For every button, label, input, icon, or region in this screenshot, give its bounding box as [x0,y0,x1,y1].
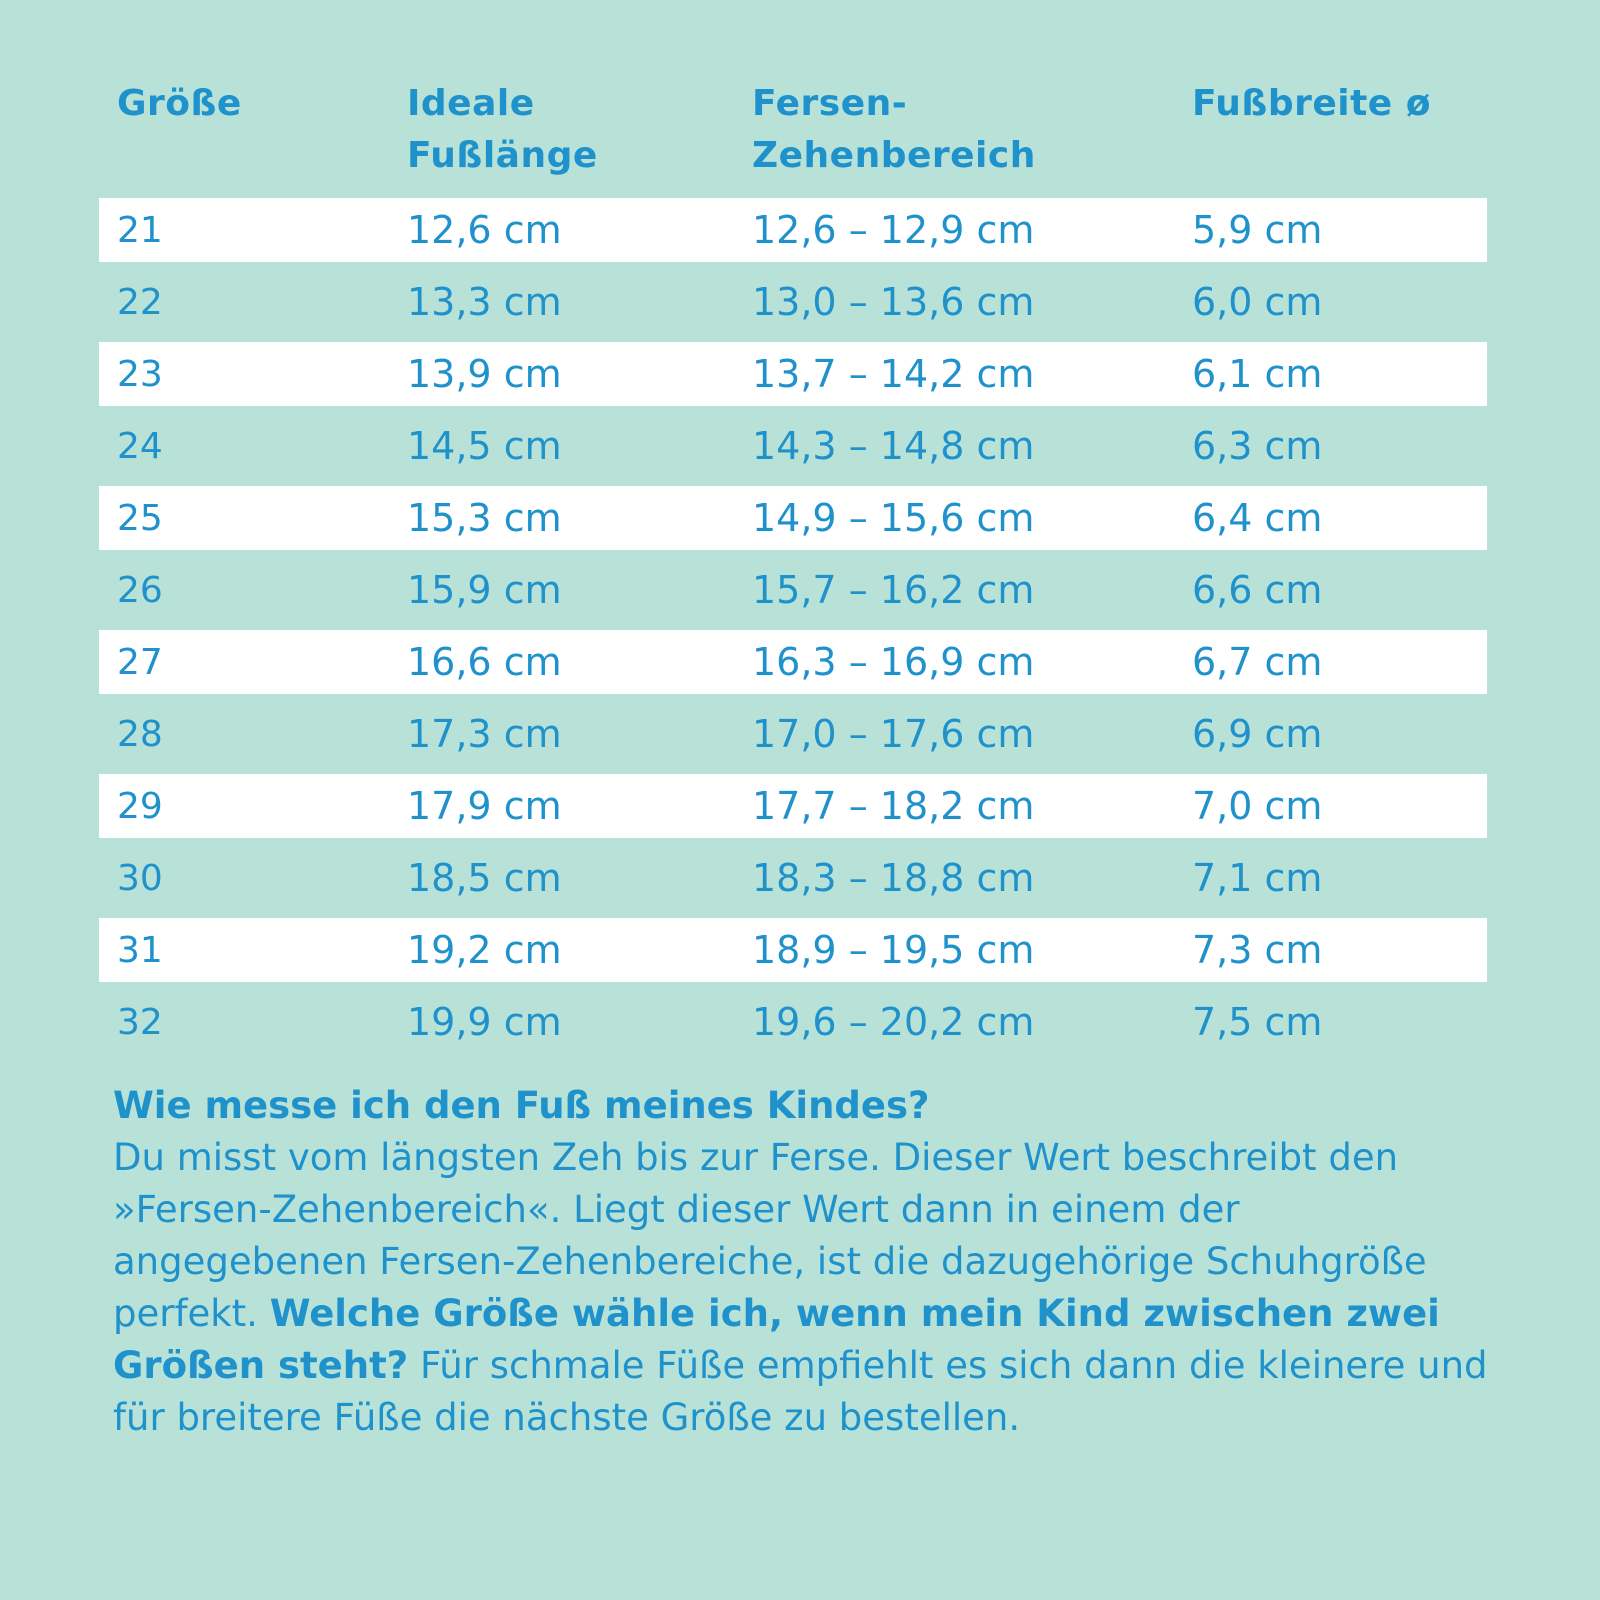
cell-heel-toe-range: 13,0 – 13,6 cm [752,280,1035,324]
cell-foot-width: 6,4 cm [1174,486,1487,550]
header-size: Größe [117,83,242,124]
cell-heel-toe-range: 15,7 – 16,2 cm [752,568,1035,612]
question-between-sizes: Welche Größe wähle ich, wenn mein Kind zwischen zwei Größen steht? [113,1292,1440,1387]
cell-ideal-length: 13,3 cm [407,280,562,324]
header-heel-toe-range: Fersen- Zehenbereich [752,83,1036,176]
cell-ideal-length: 17,9 cm [389,774,734,838]
cell-foot-width: 6,0 cm [1192,280,1323,324]
question-how-to-measure: Wie messe ich den Fuß meines Kindes? [113,1084,930,1127]
cell-heel-toe-range: 12,6 – 12,9 cm [734,198,1174,262]
header-ideal-foot-length: Ideale Fußlänge [407,83,598,176]
cell-ideal-length: 16,6 cm [389,630,734,694]
cell-foot-width: 7,5 cm [1192,1000,1323,1044]
cell-foot-width: 6,9 cm [1192,712,1323,756]
cell-size: 25 [99,486,389,550]
cell-size: 32 [117,1001,163,1043]
cell-foot-width: 5,9 cm [1174,198,1487,262]
cell-size: 31 [99,918,389,982]
cell-foot-width: 6,1 cm [1174,342,1487,406]
cell-size: 26 [117,569,163,611]
cell-ideal-length: 18,5 cm [407,856,562,900]
cell-ideal-length: 15,9 cm [407,568,562,612]
cell-heel-toe-range: 14,3 – 14,8 cm [752,424,1035,468]
cell-foot-width: 6,6 cm [1192,568,1323,612]
cell-ideal-length: 13,9 cm [389,342,734,406]
cell-foot-width: 7,1 cm [1192,856,1323,900]
cell-size: 21 [99,198,389,262]
cell-ideal-length: 12,6 cm [389,198,734,262]
table-header-row [99,78,1487,198]
table-row [99,342,1487,406]
cell-ideal-length: 19,9 cm [407,1000,562,1044]
table-row [99,198,1487,262]
table-row [99,630,1487,694]
cell-heel-toe-range: 17,7 – 18,2 cm [734,774,1174,838]
table-row [99,262,1487,342]
table-row [99,550,1487,630]
cell-heel-toe-range: 18,3 – 18,8 cm [752,856,1035,900]
cell-ideal-length: 14,5 cm [407,424,562,468]
cell-size: 22 [117,281,163,323]
cell-size: 24 [117,425,163,467]
table-row [99,774,1487,838]
cell-ideal-length: 15,3 cm [389,486,734,550]
cell-heel-toe-range: 19,6 – 20,2 cm [752,1000,1035,1044]
answer-between-sizes: Für schmale Füße empfiehlt es sich dann die kleinere und für breitere Füße die nächste Größe zu bestellen. [113,1344,1488,1439]
table-row [99,486,1487,550]
cell-ideal-length: 17,3 cm [407,712,562,756]
size-table [99,78,1487,1062]
table-row [99,918,1487,982]
answer-how-to-measure: Du misst vom längsten Zeh bis zur Ferse. Dieser Wert beschreibt den »Fersen-Zehenbereich«. Liegt dieser Wert dann in einem der angegebenen Fersen-Zehenbereiche, ist die dazugehörige Schuhgröße perfekt. [113,1136,1427,1335]
table-row [99,406,1487,486]
cell-heel-toe-range: 18,9 – 19,5 cm [734,918,1174,982]
cell-heel-toe-range: 13,7 – 14,2 cm [734,342,1174,406]
cell-size: 23 [99,342,389,406]
cell-size: 29 [99,774,389,838]
cell-heel-toe-range: 16,3 – 16,9 cm [734,630,1174,694]
table-row [99,982,1487,1062]
cell-foot-width: 6,3 cm [1192,424,1323,468]
cell-foot-width: 6,7 cm [1174,630,1487,694]
cell-foot-width: 7,0 cm [1174,774,1487,838]
table-row [99,838,1487,918]
header-foot-width: Fußbreite ø [1192,83,1431,124]
cell-heel-toe-range: 14,9 – 15,6 cm [734,486,1174,550]
cell-size: 28 [117,713,163,755]
cell-ideal-length: 19,2 cm [389,918,734,982]
cell-heel-toe-range: 17,0 – 17,6 cm [752,712,1035,756]
cell-foot-width: 7,3 cm [1174,918,1487,982]
cell-size: 30 [117,857,163,899]
table-row [99,694,1487,774]
measuring-info [113,1080,1493,1444]
table-body [99,198,1487,1062]
cell-size: 27 [99,630,389,694]
